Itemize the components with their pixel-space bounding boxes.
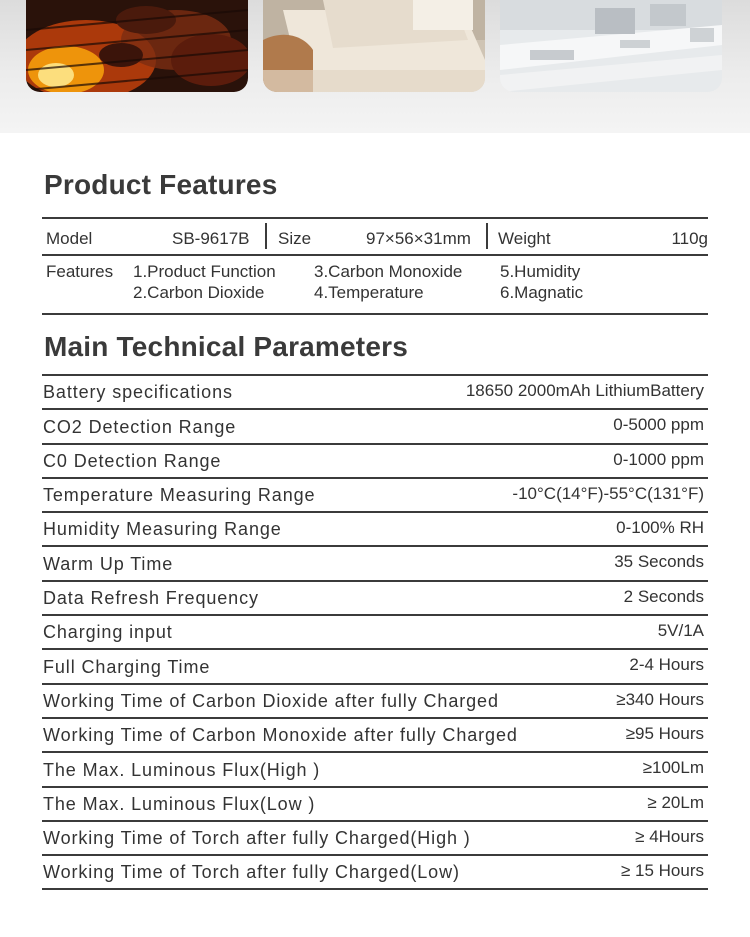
parameter-name: Temperature Measuring Range [43, 485, 316, 506]
parameter-name: The Max. Luminous Flux(High ) [43, 759, 321, 780]
table-row [42, 547, 708, 581]
feature-item: 2.Carbon Dioxide [133, 283, 265, 302]
parameter-name: Humidity Measuring Range [43, 519, 282, 540]
table-row [42, 856, 708, 890]
table-row [42, 685, 708, 719]
feature-item: 5.Humidity [500, 262, 581, 281]
table-row [42, 650, 708, 684]
feature-item: 4.Temperature [314, 283, 424, 302]
table-row [42, 788, 708, 822]
model-value: SB-9617B [172, 229, 250, 248]
parameter-value: 0-1000 ppm [613, 449, 704, 469]
parameter-name: The Max. Luminous Flux(Low ) [43, 793, 316, 814]
table-row [42, 753, 708, 787]
technical-parameters-title: Main Technical Parameters [44, 331, 408, 362]
table-row [42, 479, 708, 513]
feature-item: 3.Carbon Monoxide [314, 262, 463, 281]
parameter-value: -10°C(14°F)-55°C(131°F) [512, 483, 704, 503]
product-features-table [42, 217, 708, 315]
parameter-name: Warm Up Time [43, 553, 174, 574]
table-row [42, 445, 708, 479]
parameter-value: 5V/1A [657, 621, 704, 641]
parameter-name: Battery specifications [43, 382, 233, 403]
model-label: Model [46, 229, 93, 248]
size-label: Size [278, 229, 312, 248]
parameter-name: Full Charging Time [43, 656, 211, 677]
parameter-value: ≥95 Hours [625, 723, 704, 743]
table-row [42, 719, 708, 753]
table-row [42, 410, 708, 444]
parameter-name: CO2 Detection Range [43, 416, 237, 437]
parameter-value: 35 Seconds [614, 552, 704, 572]
parameter-name: Charging input [43, 622, 173, 643]
size-value: 97×56×31mm [366, 229, 471, 248]
table-row [42, 376, 708, 410]
barbecue-grill-photo [26, 0, 248, 92]
parameter-value: ≥ 4Hours [635, 826, 704, 846]
photo-strip [0, 0, 750, 133]
table-row [42, 513, 708, 547]
parameter-value: ≥ 20Lm [647, 792, 704, 812]
table-row [42, 822, 708, 856]
product-features-title: Product Features [44, 169, 278, 200]
parameter-name: Working Time of Torch after fully Charged(Low) [43, 862, 460, 883]
table-row [42, 616, 708, 650]
parameter-name: Working Time of Torch after fully Charged(High ) [43, 828, 471, 849]
parameter-value: 18650 2000mAh LithiumBattery [465, 381, 704, 400]
weight-label: Weight [498, 229, 551, 248]
column-divider [265, 223, 267, 249]
parameter-value: 2 Seconds [623, 586, 704, 606]
technical-parameters-table [42, 374, 708, 890]
parameter-value: 0-5000 ppm [613, 415, 704, 435]
office-photo [500, 0, 722, 92]
parameter-value: 2-4 Hours [629, 655, 704, 675]
parameter-value: ≥ 15 Hours [620, 861, 704, 881]
parameter-value: ≥340 Hours [616, 689, 704, 709]
parameter-value: ≥100Lm [642, 758, 704, 778]
parameter-value: 0-100% RH [616, 518, 704, 538]
parameter-name: Data Refresh Frequency [43, 588, 259, 609]
parameter-name: Working Time of Carbon Monoxide after fully Charged [43, 725, 518, 746]
parameter-name: C0 Detection Range [43, 450, 222, 471]
weight-value: 110g [671, 229, 708, 248]
feature-item: 1.Product Function [133, 262, 276, 281]
feature-item: 6.Magnatic [500, 283, 584, 302]
table-divider [42, 254, 708, 256]
column-divider [486, 223, 488, 249]
table-row [42, 582, 708, 616]
bedroom-photo [263, 0, 485, 92]
parameter-name: Working Time of Carbon Dioxide after fully Charged [43, 690, 499, 711]
features-label: Features [46, 262, 114, 281]
